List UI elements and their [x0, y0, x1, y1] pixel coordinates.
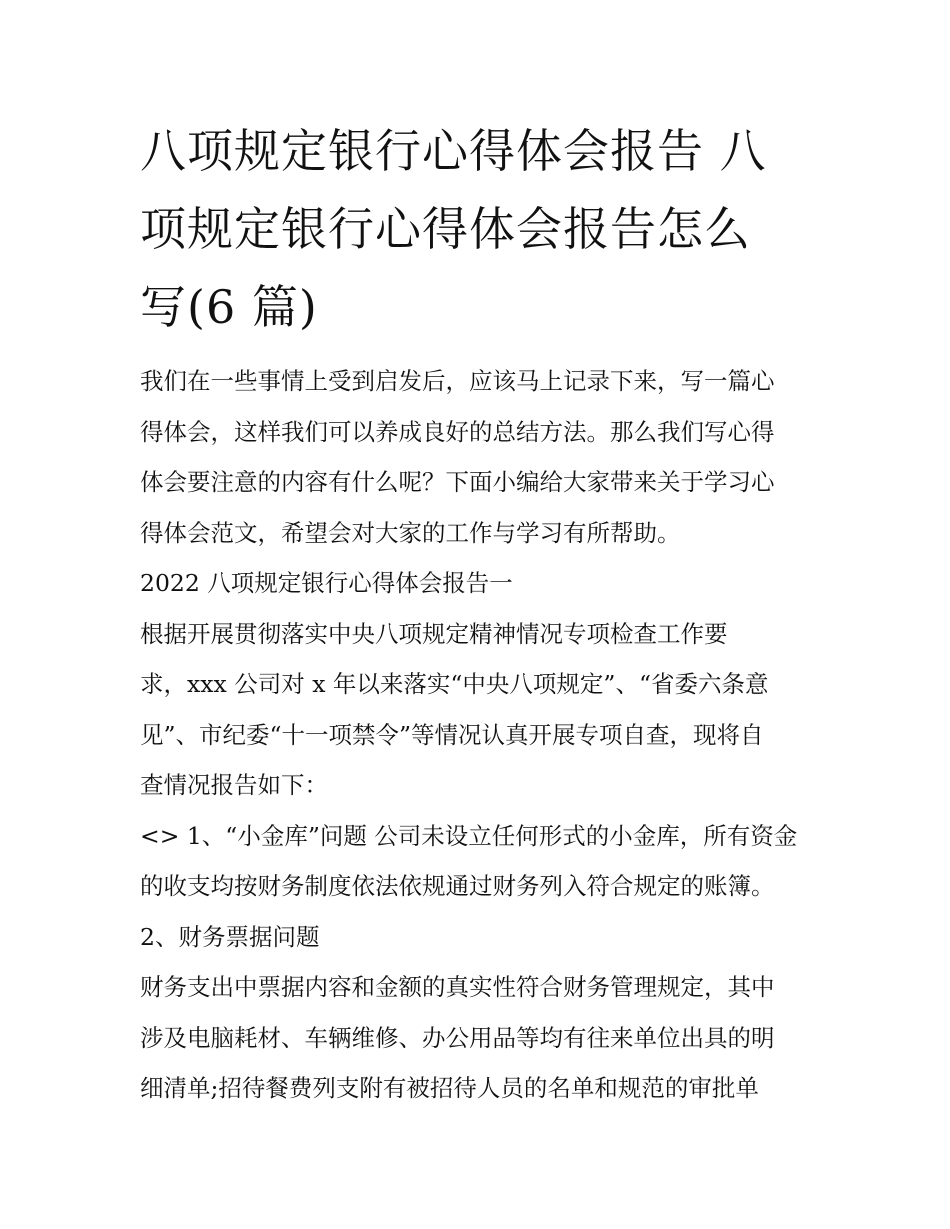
intro-paragraph-line: 得体会，这样我们可以养成良好的总结方法。那么我们写心得	[140, 417, 775, 446]
document-title	[140, 112, 820, 346]
item-paragraph-line: 细清单;招待餐费列支附有被招待人员的名单和规范的审批单	[140, 1074, 759, 1102]
item-paragraph-line: 涉及电脑耗材、车辆维修、办公用品等均有往来单位出具的明	[140, 1023, 775, 1052]
title-line: 写(6 篇)	[140, 280, 318, 334]
intro-paragraph-line: 我们在一些事情上受到启发后，应该马上记录下来，写一篇心	[140, 367, 775, 395]
intro-paragraph-line: 得体会范文，希望会对大家的工作与学习有所帮助。	[140, 518, 681, 547]
report-paragraph-line: 见”、市纪委“十一项禁令”等情况认真开展专项自查，现将自	[140, 720, 764, 749]
item-heading: 2、财务票据问题	[140, 922, 320, 951]
report-paragraph-line: 查情况报告如下：	[140, 771, 328, 799]
title-line: 八项规定银行心得体会报告 八	[140, 124, 767, 178]
intro-paragraph-line: 体会要注意的内容有什么呢？下面小编给大家带来关于学习心	[140, 468, 775, 496]
report-paragraph-line: 根据开展贯彻落实中央八项规定精神情况专项检查工作要	[140, 619, 728, 648]
title-line: 项规定银行心得体会报告怎么	[140, 202, 751, 256]
item-paragraph-line: <> 1、“小金库”问题 公司未设立任何形式的小金库，所有资金	[140, 821, 798, 850]
item-paragraph-line: 财务支出中票据内容和金额的真实性符合财务管理规定，其中	[140, 973, 775, 1001]
item-paragraph-line: 的收支均按财务制度依法依规通过财务列入符合规定的账簿。	[140, 872, 775, 900]
report-paragraph-line: 求，xxx 公司对 x 年以来落实“中央八项规定”、“省委六条意	[140, 670, 769, 698]
section-heading: 2022 八项规定银行心得体会报告一	[140, 569, 513, 597]
document-body	[140, 356, 820, 1114]
